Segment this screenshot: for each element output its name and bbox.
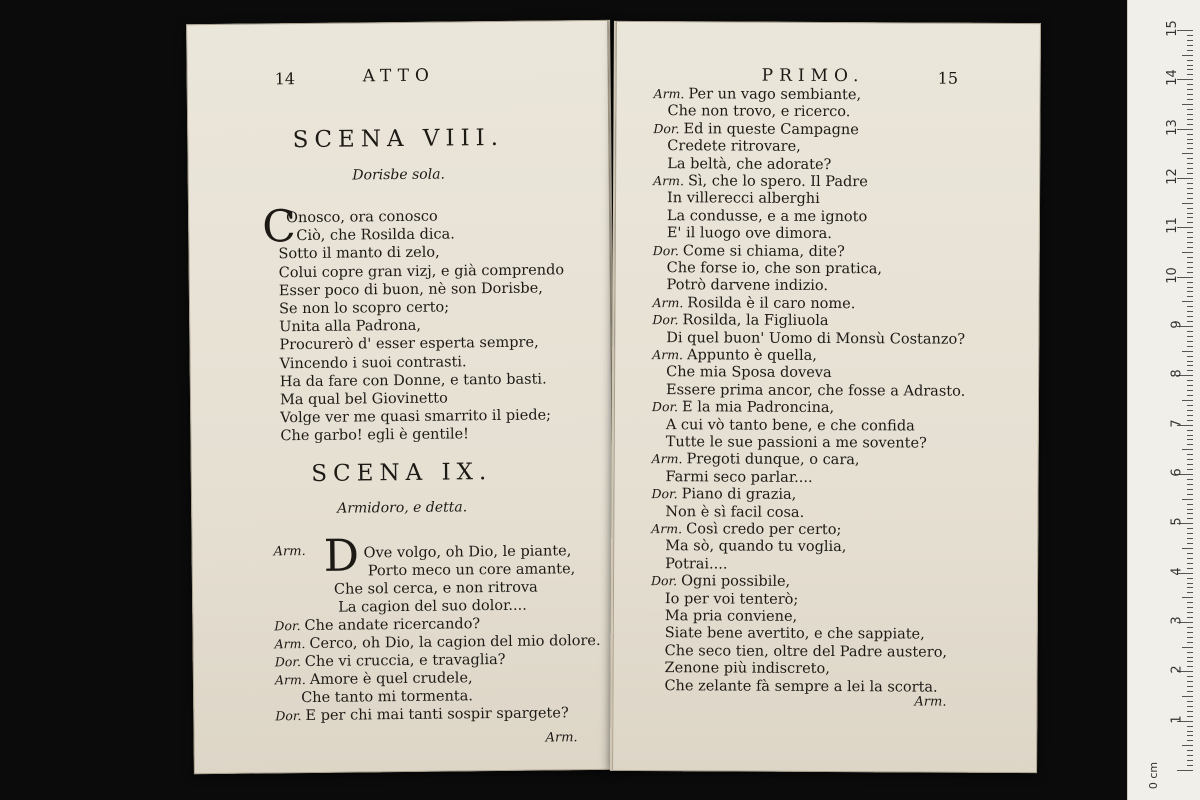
ruler-tick: [1187, 528, 1193, 529]
ruler-tick: [1187, 291, 1193, 292]
verse-text: Ogni possibile,: [681, 573, 791, 591]
ruler-tick: [1187, 311, 1193, 312]
ruler-tick: [1187, 553, 1193, 554]
ruler-number: 13: [1165, 118, 1181, 136]
ruler-tick: [1187, 657, 1193, 658]
left-catchword: Arm.: [545, 730, 578, 746]
ruler-tick: [1182, 351, 1193, 352]
speaker-label: Arm.: [653, 173, 685, 189]
verse-text: Potrò darvene indizio.: [666, 277, 829, 295]
ruler-tick: [1187, 706, 1193, 707]
ruler-tick: [1187, 148, 1193, 149]
ruler-tick: [1187, 459, 1193, 460]
ruler-tick: [1187, 158, 1193, 159]
ruler-tick: [1187, 124, 1193, 125]
ruler-tick: [1187, 173, 1193, 174]
verse-text: Di quel buon' Uomo di Monsù Costanzo?: [666, 329, 966, 348]
ruler-tick: [1182, 745, 1193, 746]
ruler-tick: [1187, 282, 1193, 283]
ruler-tick: [1187, 356, 1193, 357]
speaker-label: Arm.: [651, 521, 683, 537]
ruler-tick: [1187, 583, 1193, 584]
scene-ix-title: SCENA IX.: [311, 459, 493, 487]
verse-line: Vincendo i suoi contrasti.: [279, 353, 467, 372]
verse-text: Credete ritrovare,: [667, 138, 801, 156]
ruler-tick: [1187, 711, 1193, 712]
ruler-tick: [1182, 597, 1193, 598]
ruler-tick: [1182, 104, 1193, 105]
ruler-tick: [1187, 336, 1193, 337]
ruler-tick: [1187, 469, 1193, 470]
ruler-number: 8: [1169, 369, 1185, 378]
verse-text: Ma pria conviene,: [664, 608, 798, 625]
ruler-tick: [1187, 99, 1193, 100]
ruler-tick: [1187, 661, 1193, 662]
ruler-tick: [1182, 548, 1193, 549]
verse-line: [652, 398, 834, 417]
speaker-label: Dor.: [274, 654, 301, 670]
ruler-number: 6: [1169, 468, 1185, 477]
verse-text: Ma sò, quando tu voglia,: [665, 538, 847, 556]
ruler-tick: [1187, 627, 1193, 628]
verse-line: [652, 346, 817, 365]
ruler-tick: [1187, 592, 1193, 593]
verse-text: Non è sì facil cosa.: [665, 503, 805, 521]
verse-line: [667, 137, 801, 156]
ruler-tick: [1187, 686, 1193, 687]
verse-line: Ha da fare con Donne, e tanto basti.: [279, 371, 547, 391]
ruler-tick: [1187, 637, 1193, 638]
verse-text: La condusse, e a me ignoto: [666, 207, 868, 226]
ruler-tick: [1187, 331, 1193, 332]
ruler-tick: [1182, 252, 1193, 253]
verse-line: [301, 687, 473, 707]
verse-line: [667, 207, 867, 226]
verse-line: [368, 560, 576, 580]
ruler-number: 3: [1169, 616, 1185, 625]
verse-text: E la mia Padroncina,: [682, 399, 835, 417]
ruler-tick: [1187, 509, 1193, 510]
verse-text: Che vi cruccia, e travaglia?: [304, 651, 506, 671]
ruler-tick: [1187, 558, 1193, 559]
verse-line: [652, 450, 860, 469]
ruler-tick: [1187, 454, 1193, 455]
ruler-tick: [1187, 390, 1193, 391]
ruler-tick: [1187, 168, 1193, 169]
ruler-tick: [1187, 602, 1193, 603]
ruler-tick: [1187, 94, 1193, 95]
ruler-tick: [1187, 361, 1193, 362]
ruler-tick: [1187, 69, 1193, 70]
ruler-tick: [1187, 464, 1193, 465]
verse-text: Piano di grazia,: [681, 486, 797, 504]
verse-text: In villerecci alberghi: [666, 190, 820, 208]
speaker-label: Arm.: [651, 451, 683, 467]
verse-line: Se non lo scopro certo;: [278, 299, 450, 318]
ruler-tick: [1187, 430, 1193, 431]
ruler-tick: [1187, 262, 1193, 263]
verse-line: [334, 579, 538, 599]
verse-text: Cerco, oh Dio, la cagion del mio dolore.: [309, 632, 601, 652]
ruler-tick: [1187, 183, 1193, 184]
ruler-number: 7: [1169, 419, 1185, 428]
ruler-number: 15: [1165, 20, 1181, 37]
verse-line: Ma qual bel Giovinetto: [279, 390, 448, 409]
ruler-tick: [1187, 612, 1193, 613]
ruler-number: 1: [1169, 715, 1185, 724]
verse-text: La cagion del suo dolor....: [338, 597, 527, 616]
verse-line: [665, 555, 727, 573]
ruler-tick: [1187, 50, 1193, 51]
verse-line: [651, 520, 841, 539]
ruler-tick: [1182, 499, 1193, 500]
speaker-label: Dor.: [653, 120, 680, 137]
verse-text: Amore è quel crudele,: [309, 670, 473, 688]
verse-text: E per chi mai tanti sospir spargete?: [305, 705, 569, 725]
ruler-tick: [1187, 222, 1193, 223]
verse-line: [275, 651, 506, 671]
ruler-tick: [1187, 247, 1193, 248]
ruler-tick: [1187, 691, 1193, 692]
speaker-label: Dor.: [274, 618, 301, 634]
ruler-tick: [1187, 114, 1193, 115]
ruler-tick: [1187, 681, 1193, 682]
ruler-tick: [1187, 518, 1193, 519]
ruler-tick: [1187, 257, 1193, 258]
verse-text: Che seco tien, oltre del Padre austero,: [664, 642, 948, 661]
ruler-tick: [1182, 696, 1193, 697]
verse-line: [666, 433, 927, 452]
left-running-head: ATTO: [362, 65, 436, 87]
verse-line: [274, 615, 480, 635]
ruler-tick: [1187, 163, 1193, 164]
ruler-tick: [1187, 45, 1193, 46]
verse-line: Procurerò d' esser esperta sempre,: [279, 334, 539, 354]
speaker-label: Dor.: [651, 486, 678, 502]
verse-text: Siate bene avertito, e che sappiate,: [664, 625, 925, 643]
verse-line: [666, 416, 915, 435]
verse-text: Porto meco un core amante,: [367, 561, 576, 580]
verse-text: Come si chiama, dite?: [682, 242, 845, 260]
ruler-tick: [1187, 410, 1193, 411]
ruler-tick: [1187, 538, 1193, 539]
verse-text: Che mia Sposa doveva: [666, 364, 832, 382]
ruler-tick: [1182, 449, 1193, 450]
ruler-tick: [1187, 346, 1193, 347]
verse-line: [664, 677, 937, 696]
speaker-label: Dor.: [651, 399, 679, 415]
measuring-ruler: [1127, 0, 1200, 800]
ruler-tick: [1187, 543, 1193, 544]
verse-line: Onosco, ora conosco: [286, 208, 438, 227]
ruler-tick: [1187, 716, 1193, 717]
ruler-tick: [1187, 188, 1193, 189]
scene-ix-characters: Armidoro, e detta.: [337, 499, 468, 517]
scene-viii-title: SCENA VIII.: [292, 124, 505, 154]
ruler-tick: [1187, 740, 1193, 741]
ruler-tick: [1187, 726, 1193, 727]
ruler-tick: [1177, 770, 1193, 771]
ruler-tick: [1187, 198, 1193, 199]
ruler-tick: [1187, 676, 1193, 677]
verse-line: [667, 103, 850, 122]
verse-line: Volge ver me quasi smarrito il piede;: [280, 407, 552, 427]
verse-line: [653, 242, 845, 261]
verse-line: [665, 590, 798, 609]
ruler-tick: [1187, 40, 1193, 41]
ruler-tick: [1187, 568, 1193, 569]
verse-line: [667, 277, 829, 296]
ruler-tick: [1187, 380, 1193, 381]
verse-text: Che andate ricercando?: [304, 616, 481, 635]
ruler-tick: [1187, 444, 1193, 445]
ruler-tick: [1187, 760, 1193, 761]
verse-line: [338, 597, 527, 617]
right-catchword: Arm.: [914, 694, 947, 710]
ruler-tick: [1187, 395, 1193, 396]
ruler-tick: [1187, 642, 1193, 643]
ruler-tick: [1187, 242, 1193, 243]
ruler-tick: [1187, 652, 1193, 653]
ruler-tick: [1187, 316, 1193, 317]
ruler-tick: [1187, 405, 1193, 406]
ruler-tick: [1187, 143, 1193, 144]
ruler-tick: [1187, 208, 1193, 209]
ruler-tick: [1187, 341, 1193, 342]
ruler-tick: [1187, 415, 1193, 416]
verse-line: [667, 259, 882, 278]
verse-text: Essere prima ancor, che fosse a Adrasto.: [665, 381, 966, 400]
ruler-tick: [1187, 617, 1193, 618]
speaker-label: Arm.: [652, 347, 684, 363]
ruler-tick: [1187, 306, 1193, 307]
ruler-tick: [1187, 735, 1193, 736]
ruler-tick: [1187, 513, 1193, 514]
verse-line: [364, 542, 572, 562]
scene-viii-characters: Dorisbe sola.: [352, 166, 446, 184]
ruler-unit-label: 0 cm: [1146, 761, 1160, 790]
verse-text: Ove volgo, oh Dio, le piante,: [363, 543, 572, 562]
verse-line: [666, 381, 965, 401]
speaker-label: Dor.: [652, 242, 679, 258]
verse-line: [652, 311, 828, 330]
ruler-tick: [1187, 287, 1193, 288]
verse-line: [667, 155, 831, 174]
ruler-tick: [1182, 153, 1193, 154]
verse-text: Così credo per certo;: [686, 521, 842, 539]
ruler-number: 12: [1165, 168, 1181, 185]
verse-line: Unita alla Padrona,: [279, 317, 422, 336]
speaker-label: Dor.: [275, 708, 302, 724]
ruler-tick: [1182, 203, 1193, 204]
verse-line: [653, 120, 859, 139]
verse-line: Esser poco di buon, nè son Dorisbe,: [278, 280, 543, 300]
ruler-tick: [1187, 109, 1193, 110]
verse-line: [652, 294, 855, 313]
ruler-tick: [1182, 55, 1193, 56]
ruler-tick: [1187, 489, 1193, 490]
ruler-tick: [1187, 74, 1193, 75]
ruler-tick: [1187, 731, 1193, 732]
verse-line: [665, 659, 830, 678]
speaker-label: Arm.: [274, 636, 306, 652]
verse-text: Che tanto mi tormenta.: [301, 688, 474, 707]
verse-text: Appunto è quella,: [687, 347, 817, 364]
ruler-tick: [1187, 385, 1193, 386]
ruler-tick: [1187, 755, 1193, 756]
ruler-number: 11: [1165, 217, 1181, 235]
verse-text: Zenone più indiscreto,: [664, 660, 830, 678]
verse-line: [651, 572, 790, 591]
right-page-number: 15: [937, 68, 959, 88]
ruler-tick: [1187, 765, 1193, 766]
ruler-tick: [1187, 89, 1193, 90]
verse-line: Che garbo! egli è gentile!: [280, 426, 470, 445]
scene-ix-first-speaker: Arm.: [273, 544, 306, 560]
verse-text: E' il luogo ove dimora.: [666, 225, 832, 243]
right-page: [610, 21, 1041, 773]
verse-text: Pregoti dunque, o cara,: [686, 451, 860, 469]
ruler-tick: [1187, 750, 1193, 751]
ruler-tick: [1187, 587, 1193, 588]
verse-line: [667, 224, 832, 243]
verse-text: Che forse io, che son pratica,: [666, 260, 883, 278]
verse-line: Sotto il manto di zelo,: [278, 244, 440, 263]
ruler-tick: [1187, 232, 1193, 233]
ruler-tick: [1182, 647, 1193, 648]
ruler-tick: [1187, 479, 1193, 480]
ruler-tick: [1187, 84, 1193, 85]
ruler-tick: [1187, 504, 1193, 505]
ruler-number: 14: [1165, 69, 1181, 87]
verse-line: [665, 607, 797, 626]
left-page-number: 14: [274, 69, 296, 89]
verse-line: [653, 172, 868, 191]
ruler-tick: [1187, 607, 1193, 608]
speaker-label: Dor.: [652, 312, 679, 328]
ruler-tick: [1187, 60, 1193, 61]
verse-text: La beltà, che adorate?: [667, 155, 832, 173]
verse-line: [274, 632, 600, 653]
ruler-tick: [1187, 632, 1193, 633]
speaker-label: Arm.: [274, 672, 306, 688]
verse-text: Ed in queste Campagne: [683, 121, 859, 138]
speaker-label: Arm.: [652, 294, 684, 311]
verse-text: Tutte le sue passioni a me sovente?: [665, 434, 927, 452]
verse-line: Ciò, che Rosilda dica.: [296, 226, 455, 245]
ruler-tick: [1187, 272, 1193, 273]
ruler-tick: [1182, 400, 1193, 401]
verse-line: [654, 85, 862, 104]
right-running-head: PRIMO.: [761, 65, 865, 87]
ruler-tick: [1187, 494, 1193, 495]
ruler-tick: [1187, 267, 1193, 268]
ruler-tick: [1187, 119, 1193, 120]
ruler-number: 10: [1165, 266, 1181, 284]
verse-text: Che sol cerca, e non ritrova: [333, 579, 538, 598]
verse-text: Che zelante fà sempre a lei la scorta.: [664, 677, 938, 696]
verse-line: [665, 538, 846, 557]
ruler-tick: [1187, 296, 1193, 297]
verse-line: [666, 329, 965, 349]
verse-text: Farmi seco parlar....: [665, 468, 813, 486]
ruler-number: 4: [1169, 567, 1185, 576]
verse-text: Rosilda, la Figliuola: [682, 312, 829, 330]
ruler-tick: [1187, 139, 1193, 140]
verse-line: [275, 669, 473, 689]
ruler-number: 9: [1169, 320, 1185, 329]
scene-viii-drop-cap: C: [261, 201, 297, 253]
ruler-tick: [1187, 533, 1193, 534]
verse-line: [666, 364, 832, 383]
ruler-tick: [1187, 435, 1193, 436]
ruler-tick: [1187, 237, 1193, 238]
ruler-tick: [1187, 134, 1193, 135]
speaker-label: Dor.: [650, 573, 678, 589]
ruler-tick: [1187, 35, 1193, 36]
speaker-label: Arm.: [653, 86, 685, 102]
ruler-tick: [1187, 65, 1193, 66]
ruler-tick: [1187, 420, 1193, 421]
ruler-tick: [1182, 301, 1193, 302]
verse-line: [666, 468, 813, 487]
ruler-number: 2: [1169, 665, 1185, 674]
ruler-tick: [1187, 217, 1193, 218]
ruler-tick: [1187, 321, 1193, 322]
verse-text: Che non trovo, e ricerco.: [667, 103, 851, 121]
verse-line: [667, 190, 820, 209]
ruler-tick: [1187, 666, 1193, 667]
ruler-tick: [1187, 213, 1193, 214]
ruler-tick: [1187, 484, 1193, 485]
verse-text: Per un vago sembiante,: [688, 86, 862, 104]
verse-text: Sì, che lo spero. Il Padre: [687, 173, 868, 191]
ruler-tick: [1187, 578, 1193, 579]
ruler-number: 5: [1169, 517, 1185, 526]
verse-text: A cui vò tanto bene, e che confida: [665, 416, 915, 435]
scene-ix-drop-cap: D: [323, 530, 360, 582]
verse-text: Io per voi tenterò;: [664, 590, 799, 608]
ruler-tick: [1187, 439, 1193, 440]
verse-line: [275, 704, 569, 725]
verse-line: [651, 485, 796, 504]
verse-text: Rosilda è il caro nome.: [687, 295, 856, 312]
ruler-tick: [1187, 563, 1193, 564]
verse-line: [665, 625, 925, 644]
left-page: [186, 20, 618, 774]
ruler-tick: [1187, 701, 1193, 702]
ruler-tick: [1187, 365, 1193, 366]
verse-line: [665, 642, 947, 661]
ruler-tick: [1187, 370, 1193, 371]
verse-text: Potrai....: [665, 555, 728, 573]
verse-line: [665, 503, 804, 522]
verse-line: Colui copre gran vizj, e già comprendo: [278, 261, 565, 281]
ruler-tick: [1187, 193, 1193, 194]
